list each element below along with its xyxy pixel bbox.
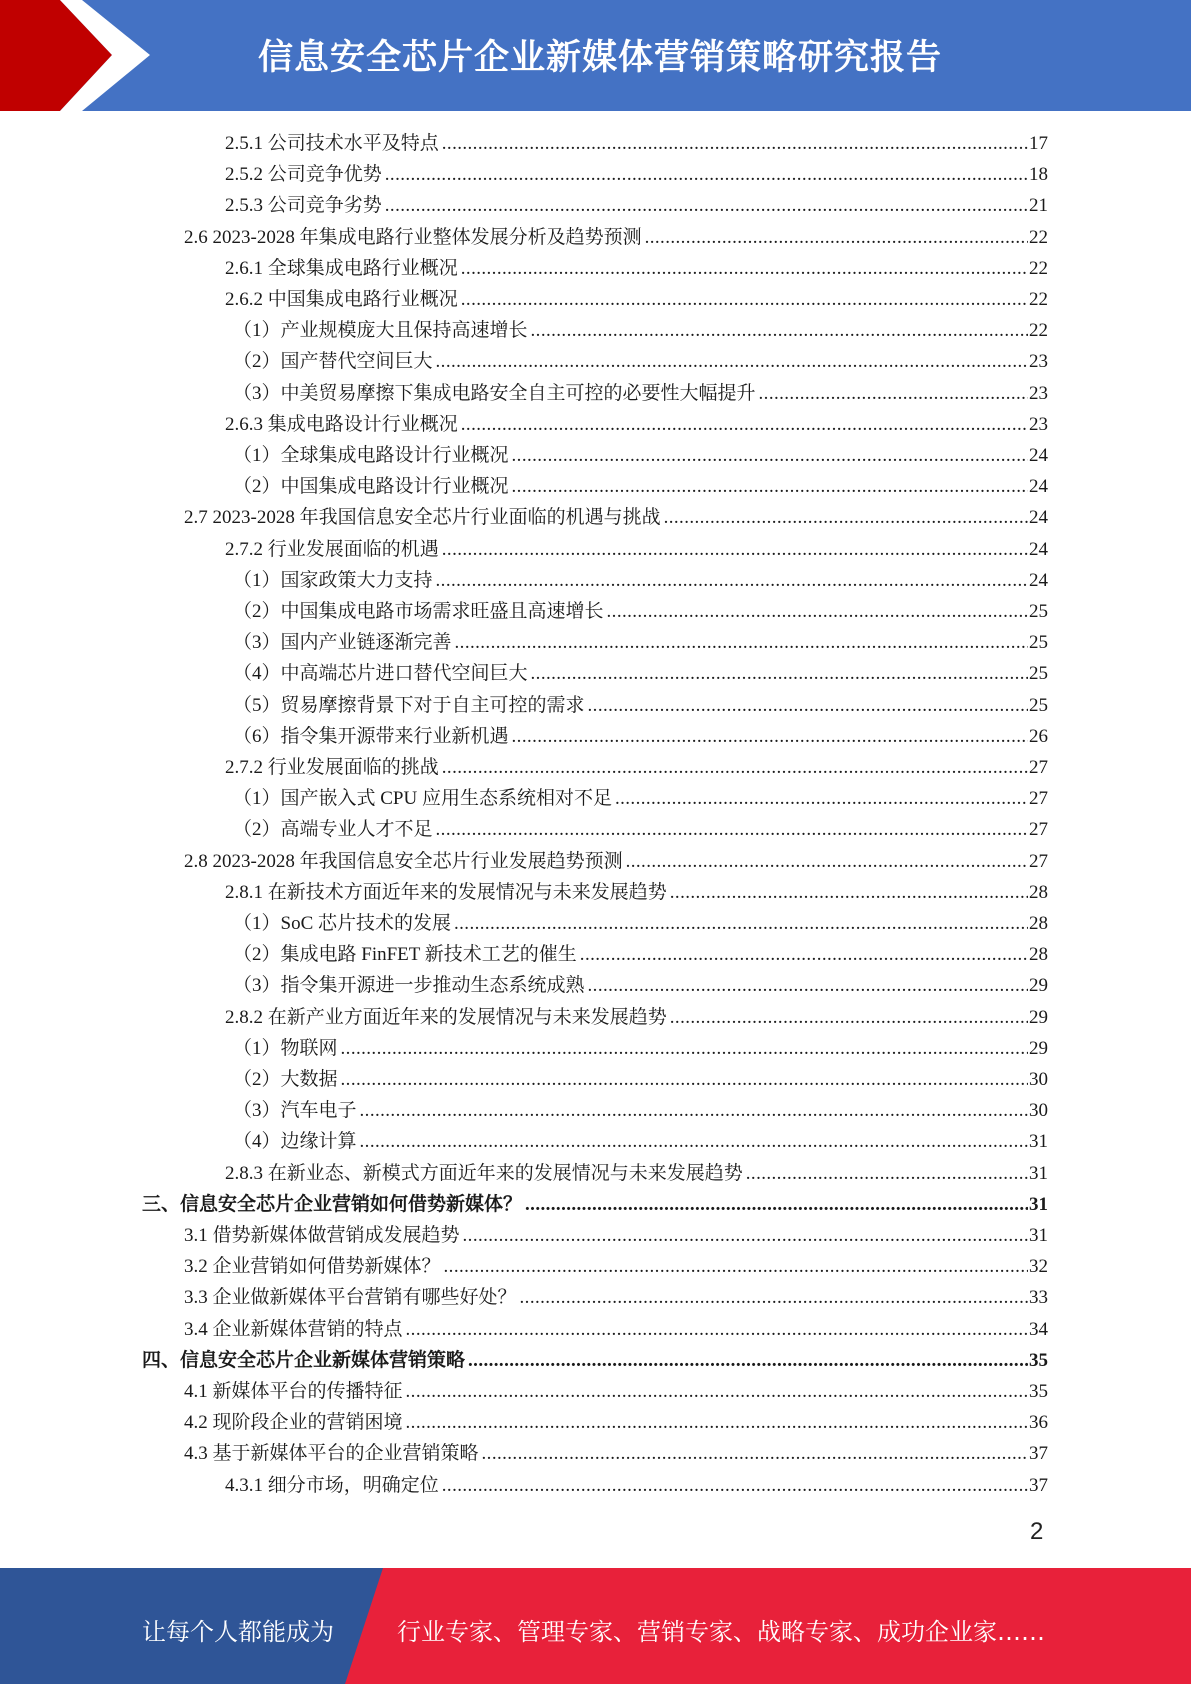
toc-entry[interactable] bbox=[184, 846, 1048, 877]
toc-entry[interactable] bbox=[225, 534, 1048, 565]
toc-entry-page: 23 bbox=[1029, 413, 1048, 435]
toc-entry-page: 29 bbox=[1029, 1037, 1048, 1059]
toc-dot-leader bbox=[385, 159, 1028, 190]
toc-entry-title: 2.5.1 公司技术水平及特点 bbox=[225, 133, 439, 154]
toc-entry[interactable] bbox=[233, 1126, 1048, 1157]
toc-dot-leader bbox=[461, 284, 1028, 315]
toc-dot-leader bbox=[664, 502, 1028, 533]
toc-entry-title: 2.6 2023-2028 年集成电路行业整体发展分析及趋势预测 bbox=[184, 226, 642, 248]
toc-entry-title: （1）国产嵌入式 CPU 应用生态系统相对不足 bbox=[233, 788, 612, 810]
toc-dot-leader bbox=[512, 471, 1028, 502]
toc-entry-page: 37 bbox=[1029, 1474, 1048, 1496]
toc-dot-leader bbox=[512, 440, 1028, 471]
toc-entry-title: （3）汽车电子 bbox=[233, 1100, 357, 1122]
toc-entry-title: （5）贸易摩擦背景下对于自主可控的需求 bbox=[233, 694, 585, 716]
toc-dot-leader bbox=[442, 534, 1028, 565]
toc-dot-leader bbox=[461, 253, 1028, 284]
toc-entry[interactable] bbox=[233, 1033, 1048, 1064]
footer-slogan-left: 让每个人都能成为 bbox=[142, 1618, 334, 1646]
toc-entry[interactable] bbox=[233, 721, 1048, 752]
toc-entry[interactable] bbox=[225, 752, 1048, 783]
toc-entry[interactable] bbox=[225, 128, 1048, 159]
toc-dot-leader bbox=[746, 1158, 1028, 1189]
toc-entry-title: （2）中国集成电路市场需求旺盛且高速增长 bbox=[233, 601, 604, 622]
toc-dot-leader bbox=[588, 690, 1028, 721]
toc-dot-leader bbox=[341, 1033, 1028, 1064]
document-title: 信息安全芯片企业新媒体营销策略研究报告 bbox=[258, 38, 943, 78]
toc-entry[interactable] bbox=[233, 627, 1048, 658]
toc-entry-title: （6）指令集开源带来行业新机遇 bbox=[233, 725, 509, 747]
toc-entry-title: 3.1 借势新媒体做营销成发展趋势 bbox=[184, 1225, 460, 1246]
toc-entry[interactable] bbox=[184, 1407, 1048, 1438]
toc-entry[interactable] bbox=[233, 1064, 1048, 1095]
toc-entry-page: 18 bbox=[1029, 164, 1048, 186]
toc-entry[interactable] bbox=[233, 315, 1048, 346]
footer-slogan-right: 行业专家、管理专家、营销专家、战略专家、成功企业家…… bbox=[397, 1618, 1045, 1646]
toc-entry-page: 25 bbox=[1029, 601, 1048, 622]
toc-entry-title: （2）高端专业人才不足 bbox=[233, 819, 433, 841]
toc-entry-page: 25 bbox=[1029, 632, 1048, 654]
toc-entry-title: 2.8 2023-2028 年我国信息安全芯片行业发展趋势预测 bbox=[184, 850, 623, 872]
toc-dot-leader bbox=[442, 752, 1028, 783]
toc-dot-leader bbox=[406, 1407, 1028, 1438]
toc-entry-page: 24 bbox=[1029, 507, 1048, 529]
header-chevron-icon bbox=[0, 0, 160, 111]
toc-entry-page: 28 bbox=[1029, 881, 1048, 903]
toc-dot-leader bbox=[444, 1251, 1028, 1282]
toc-dot-leader bbox=[588, 970, 1028, 1001]
toc-entry-title: （3）国内产业链逐渐完善 bbox=[233, 632, 452, 654]
toc-entry-page: 23 bbox=[1029, 351, 1048, 373]
toc-entry-title: （1）SoC 芯片技术的发展 bbox=[233, 913, 451, 934]
toc-dot-leader bbox=[512, 721, 1028, 752]
toc-entry[interactable] bbox=[225, 253, 1048, 284]
toc-entry-page: 22 bbox=[1029, 289, 1048, 310]
toc-entry-title: 2.5.2 公司竞争优势 bbox=[225, 164, 382, 186]
toc-entry[interactable] bbox=[142, 1189, 1048, 1220]
toc-entry-page: 17 bbox=[1029, 133, 1048, 154]
toc-dot-leader bbox=[360, 1126, 1028, 1157]
toc-entry[interactable] bbox=[233, 1095, 1048, 1126]
toc-dot-leader bbox=[531, 315, 1028, 346]
toc-entry-title: （1）国家政策大力支持 bbox=[233, 569, 433, 591]
toc-entry[interactable] bbox=[233, 346, 1048, 377]
toc-entry[interactable] bbox=[233, 939, 1048, 970]
toc-dot-leader bbox=[385, 190, 1028, 221]
toc-entry-title: 3.4 企业新媒体营销的特点 bbox=[184, 1318, 403, 1340]
toc-entry[interactable] bbox=[233, 565, 1048, 596]
toc-entry-page: 28 bbox=[1029, 913, 1048, 934]
toc-entry-title: （1）产业规模庞大且保持高速增长 bbox=[233, 320, 528, 342]
toc-entry[interactable] bbox=[184, 1314, 1048, 1345]
toc-entry[interactable] bbox=[225, 1470, 1048, 1501]
toc-dot-leader bbox=[759, 378, 1028, 409]
toc-entry-title: 2.8.3 在新业态、新模式方面近年来的发展情况与未来发展趋势 bbox=[225, 1162, 743, 1184]
toc-entry[interactable] bbox=[225, 190, 1048, 221]
toc-entry[interactable] bbox=[233, 690, 1048, 721]
toc-entry-page: 34 bbox=[1029, 1318, 1048, 1340]
toc-entry-page: 30 bbox=[1029, 1069, 1048, 1090]
toc-dot-leader bbox=[455, 627, 1028, 658]
toc-dot-leader bbox=[442, 128, 1028, 159]
toc-entry[interactable] bbox=[184, 1251, 1048, 1282]
toc-dot-leader bbox=[436, 565, 1028, 596]
toc-entry-title: （1）物联网 bbox=[233, 1037, 338, 1059]
toc-dot-leader bbox=[615, 783, 1028, 814]
toc-dot-leader bbox=[454, 908, 1028, 939]
toc-entry-title: 3.2 企业营销如何借势新媒体？ bbox=[184, 1256, 441, 1278]
toc-entry-page: 25 bbox=[1029, 663, 1048, 685]
toc-entry[interactable] bbox=[184, 222, 1048, 253]
toc-entry-page: 31 bbox=[1029, 1131, 1048, 1153]
toc-entry-title: 4.1 新媒体平台的传播特征 bbox=[184, 1381, 403, 1402]
toc-entry[interactable] bbox=[233, 596, 1048, 627]
toc-entry-page: 32 bbox=[1029, 1256, 1048, 1278]
toc-entry-title: （4）中高端芯片进口替代空间巨大 bbox=[233, 663, 528, 685]
toc-entry[interactable] bbox=[225, 1002, 1048, 1033]
toc-entry-page: 28 bbox=[1029, 944, 1048, 966]
toc-entry-title: 四、信息安全芯片企业新媒体营销策略 bbox=[142, 1349, 466, 1371]
toc-dot-leader bbox=[482, 1438, 1028, 1469]
toc-dot-leader bbox=[436, 346, 1028, 377]
toc-dot-leader bbox=[670, 877, 1028, 908]
toc-dot-leader bbox=[463, 1220, 1028, 1251]
toc-entry-page: 22 bbox=[1029, 257, 1048, 279]
toc-entry[interactable] bbox=[184, 1438, 1048, 1469]
toc-entry-title: 2.8.2 在新产业方面近年来的发展情况与未来发展趋势 bbox=[225, 1006, 667, 1028]
toc-entry[interactable] bbox=[233, 970, 1048, 1001]
toc-dot-leader bbox=[645, 222, 1028, 253]
toc-entry-page: 27 bbox=[1029, 757, 1048, 778]
toc-entry-page: 29 bbox=[1029, 975, 1048, 997]
toc-entry[interactable] bbox=[233, 471, 1048, 502]
toc-entry-title: （4）边缘计算 bbox=[233, 1131, 357, 1153]
toc-dot-leader bbox=[436, 814, 1028, 845]
toc-entry-page: 33 bbox=[1029, 1287, 1048, 1309]
toc-entry[interactable] bbox=[233, 814, 1048, 845]
toc-entry-title: 2.6.1 全球集成电路行业概况 bbox=[225, 257, 458, 279]
toc-dot-leader bbox=[468, 1345, 1028, 1376]
toc-entry[interactable] bbox=[225, 877, 1048, 908]
toc-entry-page: 24 bbox=[1029, 476, 1048, 498]
toc-dot-leader bbox=[670, 1002, 1028, 1033]
toc-entry-title: 4.3.1 细分市场，明确定位 bbox=[225, 1474, 439, 1496]
page-number: 2 bbox=[1030, 1518, 1044, 1545]
toc-entry-title: 2.6.3 集成电路设计行业概况 bbox=[225, 413, 458, 435]
page-footer bbox=[0, 1568, 1191, 1684]
toc-entry-title: 4.3 基于新媒体平台的企业营销策略 bbox=[184, 1443, 479, 1465]
toc-entry-page: 24 bbox=[1029, 538, 1048, 560]
toc-entry-page: 24 bbox=[1029, 569, 1048, 591]
toc-dot-leader bbox=[580, 939, 1028, 970]
toc-entry-page: 22 bbox=[1029, 226, 1048, 248]
toc-entry-page: 21 bbox=[1029, 195, 1048, 217]
toc-dot-leader bbox=[406, 1314, 1028, 1345]
toc-entry[interactable] bbox=[233, 440, 1048, 471]
page-header bbox=[0, 0, 1191, 111]
toc-entry-page: 27 bbox=[1029, 819, 1048, 841]
toc-entry-page: 36 bbox=[1029, 1412, 1048, 1434]
toc-entry-page: 23 bbox=[1029, 382, 1048, 404]
toc-dot-leader bbox=[520, 1282, 1028, 1313]
toc-entry[interactable] bbox=[233, 658, 1048, 689]
toc-entry-page: 37 bbox=[1029, 1443, 1048, 1465]
toc-entry-page: 30 bbox=[1029, 1100, 1048, 1122]
toc-entry[interactable] bbox=[225, 284, 1048, 315]
toc-dot-leader bbox=[531, 658, 1028, 689]
toc-dot-leader bbox=[525, 1189, 1028, 1220]
toc-entry-page: 35 bbox=[1029, 1381, 1048, 1402]
toc-entry-page: 29 bbox=[1029, 1006, 1048, 1028]
toc-entry-page: 31 bbox=[1029, 1193, 1048, 1215]
toc-dot-leader bbox=[406, 1376, 1028, 1407]
toc-entry[interactable] bbox=[184, 1282, 1048, 1313]
toc-dot-leader bbox=[461, 409, 1028, 440]
toc-entry-title: 三、信息安全芯片企业营销如何借势新媒体？ bbox=[142, 1193, 523, 1215]
toc-entry-title: （3）中美贸易摩擦下集成电路安全自主可控的必要性大幅提升 bbox=[233, 382, 756, 404]
toc-entry-title: （3）指令集开源进一步推动生态系统成熟 bbox=[233, 975, 585, 997]
toc-entry-title: 2.8.1 在新技术方面近年来的发展情况与未来发展趋势 bbox=[225, 881, 667, 903]
toc-entry[interactable] bbox=[233, 908, 1048, 939]
toc-dot-leader bbox=[626, 846, 1028, 877]
toc-entry[interactable] bbox=[184, 502, 1048, 533]
toc-entry[interactable] bbox=[184, 1220, 1048, 1251]
toc-entry[interactable] bbox=[225, 1158, 1048, 1189]
toc-entry-page: 35 bbox=[1029, 1349, 1048, 1371]
toc-entry-title: 2.7 2023-2028 年我国信息安全芯片行业面临的机遇与挑战 bbox=[184, 507, 661, 529]
toc-entry[interactable] bbox=[142, 1345, 1048, 1376]
toc-entry-title: （2）大数据 bbox=[233, 1069, 338, 1090]
toc-entry-title: （2）国产替代空间巨大 bbox=[233, 351, 433, 373]
toc-dot-leader bbox=[341, 1064, 1028, 1095]
toc-entry[interactable] bbox=[225, 159, 1048, 190]
toc-entry[interactable] bbox=[225, 409, 1048, 440]
toc-entry-title: （2）集成电路 FinFET 新技术工艺的催生 bbox=[233, 944, 577, 966]
toc-dot-leader bbox=[360, 1095, 1028, 1126]
toc-entry-page: 25 bbox=[1029, 694, 1048, 716]
toc-entry[interactable] bbox=[233, 378, 1048, 409]
toc-entry-title: （2）中国集成电路设计行业概况 bbox=[233, 476, 509, 498]
toc-entry-page: 22 bbox=[1029, 320, 1048, 342]
toc-dot-leader bbox=[442, 1470, 1028, 1501]
toc-entry-page: 26 bbox=[1029, 725, 1048, 747]
toc-entry-title: 2.6.2 中国集成电路行业概况 bbox=[225, 289, 458, 310]
toc-entry-title: （1）全球集成电路设计行业概况 bbox=[233, 445, 509, 466]
toc-entry-title: 2.7.2 行业发展面临的挑战 bbox=[225, 757, 439, 778]
toc-entry-page: 31 bbox=[1029, 1225, 1048, 1246]
toc-entry[interactable] bbox=[233, 783, 1048, 814]
toc-entry-title: 2.5.3 公司竞争劣势 bbox=[225, 195, 382, 217]
toc-entry-title: 2.7.2 行业发展面临的机遇 bbox=[225, 538, 439, 560]
toc-entry-page: 27 bbox=[1029, 850, 1048, 872]
toc-entry-page: 31 bbox=[1029, 1162, 1048, 1184]
toc-entry-title: 3.3 企业做新媒体平台营销有哪些好处？ bbox=[184, 1287, 517, 1309]
toc-entry-page: 27 bbox=[1029, 788, 1048, 810]
toc-dot-leader bbox=[607, 596, 1028, 627]
toc-entry-title: 4.2 现阶段企业的营销困境 bbox=[184, 1412, 403, 1434]
toc-entry-page: 24 bbox=[1029, 445, 1048, 466]
toc-entry[interactable] bbox=[184, 1376, 1048, 1407]
